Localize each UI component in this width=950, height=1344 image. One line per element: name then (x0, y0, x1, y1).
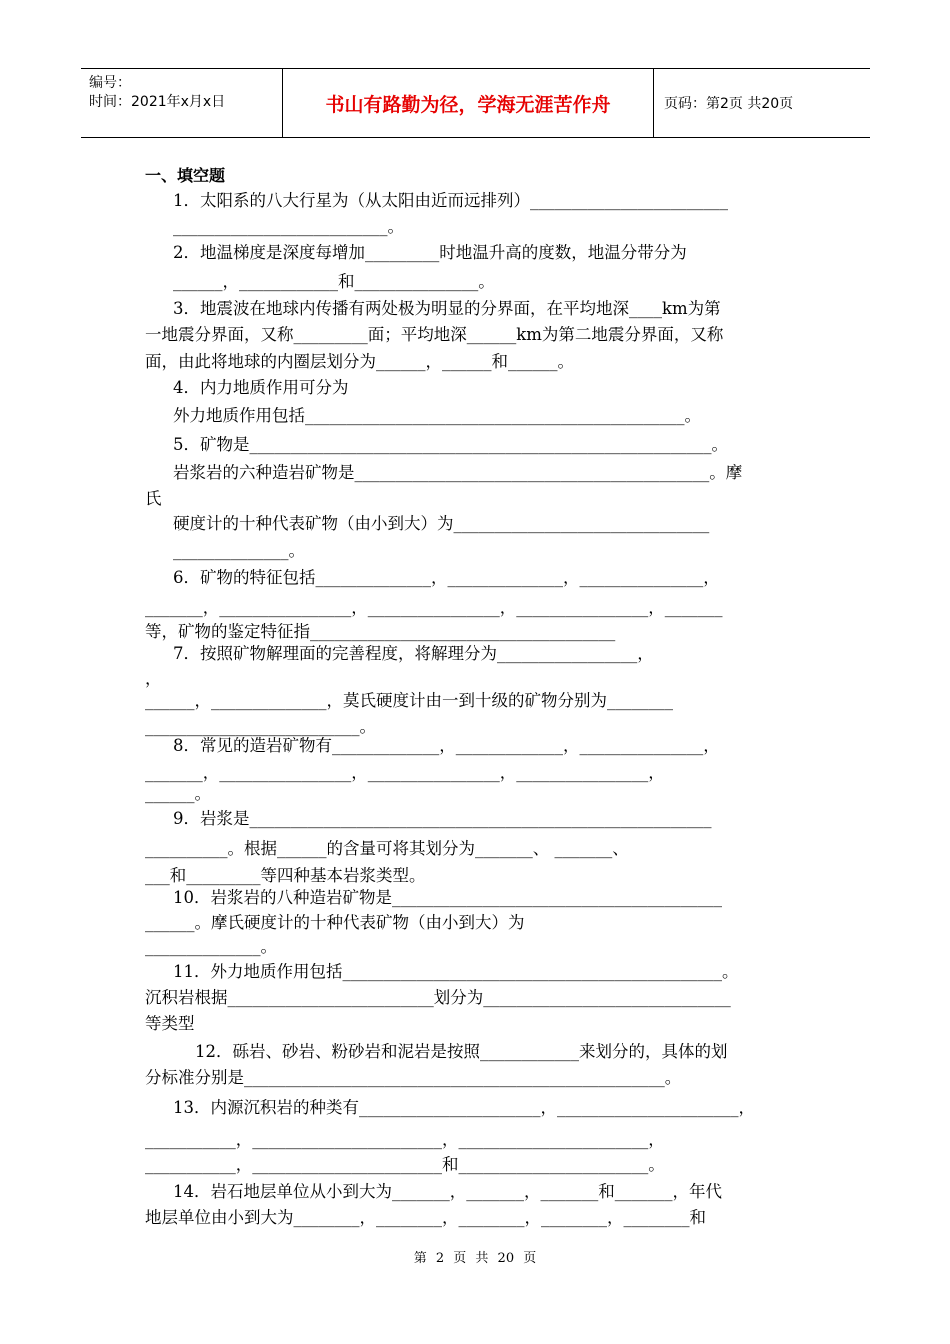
text-line: 7．按照矿物解理面的完善程度，将解理分为_________________， (173, 644, 654, 663)
text-line: _______，________________，________________，________________， (145, 763, 665, 782)
text-line: 6．矿物的特征包括______________，______________，_______________， (173, 568, 720, 587)
text-line: 沉积岩根据_________________________划分为______________________________ (145, 988, 731, 1007)
text-line: 11．外力地质作用包括______________________________________________。 (173, 962, 739, 981)
text-line: 一地震分界面，又称_________面；平均地深______km为第二地震分界面，又称 (145, 325, 724, 344)
text-line: 8．常见的造岩矿物有_____________，_____________，_______________， (173, 736, 720, 755)
text-line: 氏 (145, 489, 162, 508)
text-line: _______，________________，________________，________________，_______ (145, 598, 723, 617)
text-line: ， (145, 669, 162, 688)
text-line: 等类型 (145, 1014, 195, 1033)
text-line: ______，______________，莫氏硬度计由一到十级的矿物分别为________ (145, 691, 673, 710)
text-line: ______________。 (145, 937, 277, 956)
text-line: 4．内力地质作用可分为 (173, 378, 349, 397)
text-line: 13．内源沉积岩的种类有______________________，______________________， (173, 1098, 755, 1117)
text-line: ___________，_______________________和_______________________。 (145, 1155, 665, 1174)
header-motto: 书山有路勤为径，学海无涯苦作舟 (283, 69, 654, 137)
text-line: ___和_________等四种基本岩浆类型。 (145, 866, 426, 885)
date-label: 时间：2021年x月x日 (89, 94, 226, 110)
text-line: ______，____________和_______________。 (173, 272, 495, 291)
text-line: 12．砾岩、砂岩、粉砂岩和泥岩是按照____________来划分的，具体的划 (195, 1042, 728, 1061)
text-line: 10．岩浆岩的八种造岩矿物是________________________________________ (173, 888, 722, 907)
header-page-info: 页码：第2页 共20页 (664, 96, 794, 112)
text-line: 地层单位由小到大为________，________，________，________，________和 (145, 1208, 706, 1227)
text-line: 硬度计的十种代表矿物（由小到大）为_______________________________ (173, 514, 710, 533)
page-header (81, 68, 870, 138)
text-line: ______。摩氏硬度计的十种代表矿物（由小到大）为 (145, 913, 525, 932)
text-line: ______。 (145, 784, 211, 803)
text-line: 外力地质作用包括______________________________________________。 (173, 406, 701, 425)
text-line: 5．矿物是________________________________________________________。 (173, 435, 728, 454)
text-line: 面，由此将地球的内圈层划分为______，______和______。 (145, 352, 574, 371)
number-label: 编号： (89, 75, 131, 91)
text-line: 1．太阳系的八大行星为（从太阳由近而远排列）________________________ (173, 191, 728, 210)
text-line: 14．岩石地层单位从小到大为_______，_______，_______和_______，年代 (173, 1182, 722, 1201)
text-line: 2．地温梯度是深度每增加_________时地温升高的度数，地温分带分为 (173, 243, 687, 262)
text-line: 9．岩浆是________________________________________________________ (173, 809, 712, 828)
text-line: ______________。 (173, 541, 305, 560)
text-line: ___________，_______________________，_______________________， (145, 1130, 665, 1149)
text-line: __________________________。 (145, 717, 376, 736)
text-line: 分标准分别是___________________________________________________。 (145, 1068, 682, 1087)
header-meta (81, 69, 283, 137)
text-line: 3．地震波在地球内传播有两处极为明显的分界面，在平均地深____km为第 (173, 299, 721, 318)
text-line: __________。根据______的含量可将其划分为_______、 _______、 (145, 839, 629, 858)
page-footer: 第 2 页 共 20 页 (413, 1251, 537, 1266)
section-title: 一、填空题 (145, 166, 226, 185)
text-line: 等，矿物的鉴定特征指_____________________________________ (145, 622, 616, 641)
text-line: __________________________。 (173, 217, 404, 236)
text-line: 岩浆岩的六种造岩矿物是___________________________________________。摩 (173, 463, 743, 482)
